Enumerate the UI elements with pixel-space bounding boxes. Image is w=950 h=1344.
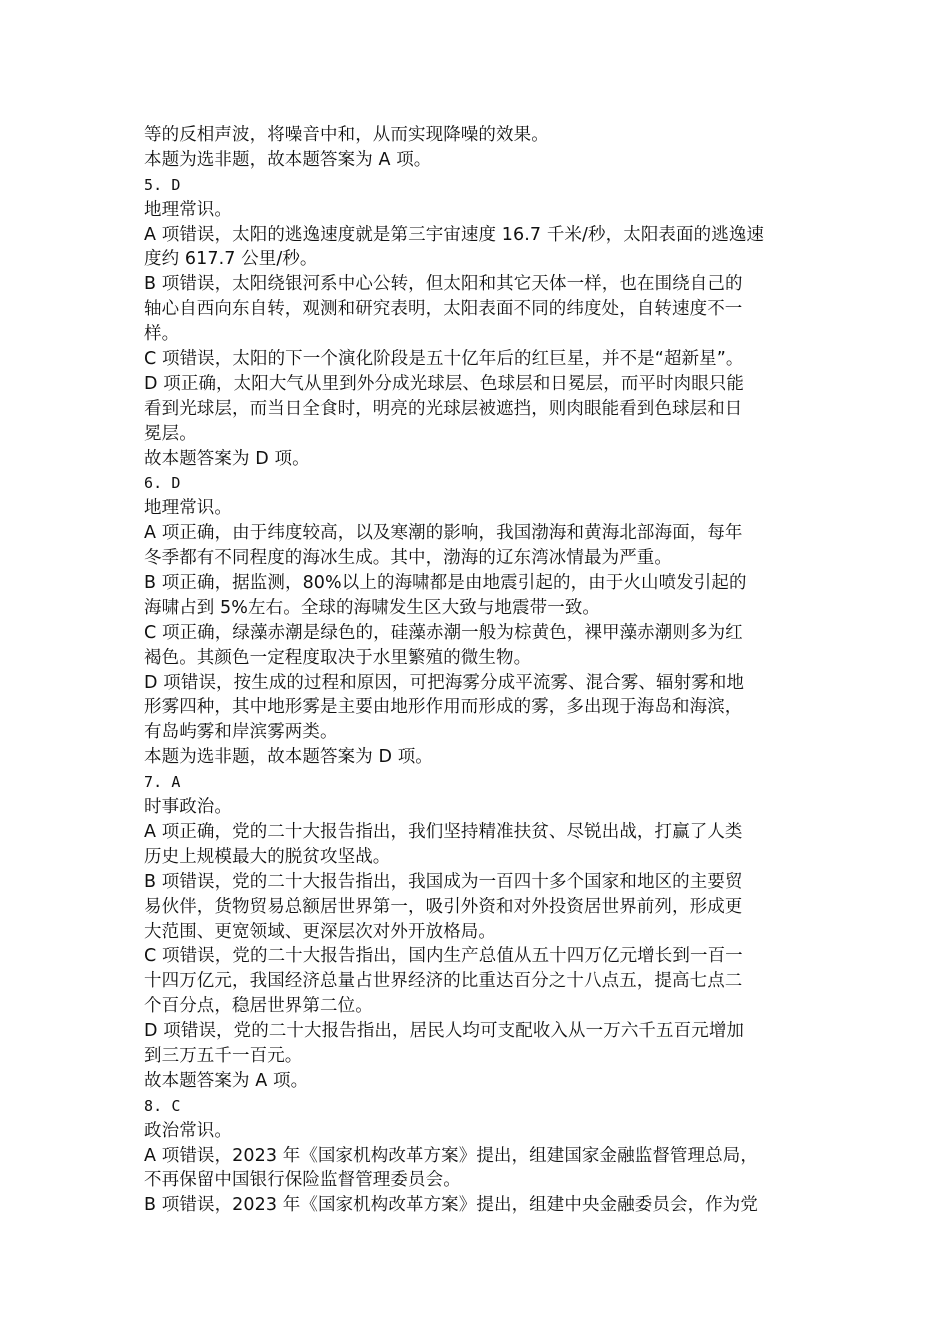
answer-line: 故本题答案为 A 项。 — [144, 1070, 309, 1091]
answer-line: 本题为选非题，故本题答案为 D 项。 — [144, 747, 433, 768]
text-line: 褐色。其颜色一定程度取决于水里繁殖的微生物。 — [144, 647, 532, 668]
text-line: 轴心自西向东自转，观测和研究表明，太阳表面不同的纬度处，自转速度不一 — [144, 299, 743, 320]
text-line: A 项错误，太阳的逃逸速度就是第三宇宙速度 16.7 千米/秒，太阳表面的逃逸速 — [144, 224, 765, 245]
document-page — [144, 123, 810, 1218]
text-line: 十四万亿元，我国经济总量占世界经济的比重达百分之十八点五，提高七点二 — [144, 971, 743, 992]
category-label: 时事政治。 — [144, 797, 232, 818]
text-line: B 项错误，2023 年《国家机构改革方案》提出，组建中央金融委员会，作为党 — [144, 1195, 758, 1216]
text-line: A 项正确，党的二十大报告指出，我们坚持精准扶贫、尽锐出战，打赢了人类 — [144, 821, 743, 842]
text-line: 等的反相声波，将噪音中和，从而实现降噪的效果。 — [144, 125, 549, 145]
text-line: 看到光球层，而当日全食时，明亮的光球层被遮挡，则肉眼能看到色球层和日 — [144, 398, 743, 419]
text-line: D 项错误，按生成的过程和原因，可把海雾分成平流雾、混合雾、辐射雾和地 — [144, 672, 745, 693]
text-line: B 项正确，据监测，80%以上的海啸都是由地震引起的，由于火山喷发引起的 — [144, 573, 747, 594]
text-line: B 项错误，党的二十大报告指出，我国成为一百四十多个国家和地区的主要贸 — [144, 871, 743, 892]
text-line: A 项错误，2023 年《国家机构改革方案》提出，组建国家金融监督管理总局， — [144, 1145, 758, 1166]
text-line: 大范围、更宽领域、更深层次对外开放格局。 — [144, 921, 496, 942]
text-line: B 项错误，太阳绕银河系中心公转，但太阳和其它天体一样，也在围绕自己的 — [144, 274, 743, 295]
text-line: C 项错误，太阳的下一个演化阶段是五十亿年后的红巨星，并不是“超新星”。 — [144, 349, 744, 370]
text-line: A 项正确，由于纬度较高，以及寒潮的影响，我国渤海和黄海北部海面，每年 — [144, 523, 743, 544]
text-line: 不再保留中国银行保险监督管理委员会。 — [144, 1170, 461, 1191]
answer-line: 故本题答案为 D 项。 — [144, 448, 310, 469]
text-line: 形雾四种，其中地形雾是主要由地形作用而形成的雾，多出现于海岛和海滨， — [144, 697, 743, 718]
text-line: D 项正确，太阳大气从里到外分成光球层、色球层和日冕层，而平时肉眼只能 — [144, 373, 745, 394]
text-line: C 项错误，党的二十大报告指出，国内生产总值从五十四万亿元增长到一百一 — [144, 946, 743, 967]
category-label: 地理常识。 — [144, 498, 232, 519]
text-line: 有岛屿雾和岸滨雾两类。 — [144, 722, 338, 743]
category-label: 地理常识。 — [144, 199, 232, 220]
text-line: 易伙伴，货物贸易总额居世界第一，吸引外资和对外投资居世界前列，形成更 — [144, 896, 743, 917]
question-number: 8. C — [144, 1096, 181, 1115]
text-line: D 项错误，党的二十大报告指出，居民人均可支配收入从一万六千五百元增加 — [144, 1021, 745, 1042]
category-label: 政治常识。 — [144, 1120, 232, 1141]
answer-line: 本题为选非题，故本题答案为 A 项。 — [144, 149, 432, 170]
question-number: 5. D — [144, 175, 181, 194]
text-line: 样。 — [144, 324, 180, 345]
text-line: 冬季都有不同程度的海冰生成。其中，渤海的辽东湾冰情最为严重。 — [144, 548, 672, 569]
text-line: 到三万五千一百元。 — [144, 1045, 303, 1066]
text-line: 度约 617.7 公里/秒。 — [144, 249, 318, 270]
question-number: 6. D — [144, 474, 181, 493]
text-line: C 项正确，绿藻赤潮是绿色的，硅藻赤潮一般为棕黄色，裸甲藻赤潮则多为红 — [144, 622, 743, 643]
text-line: 个百分点，稳居世界第二位。 — [144, 996, 373, 1017]
text-line: 冕层。 — [144, 423, 197, 444]
text-line: 海啸占到 5%左右。全球的海啸发生区大致与地震带一致。 — [144, 597, 601, 618]
question-number: 7. A — [144, 773, 181, 792]
text-line: 历史上规模最大的脱贫攻坚战。 — [144, 846, 391, 867]
